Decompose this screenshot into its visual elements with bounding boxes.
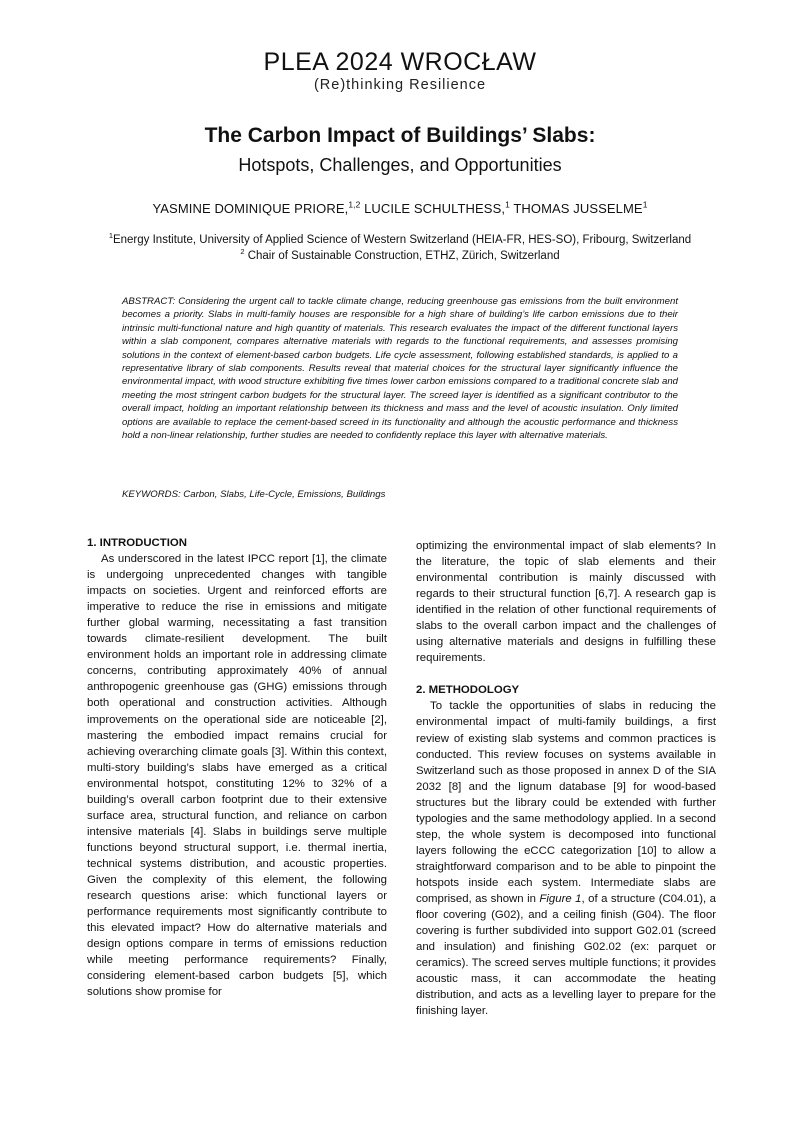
affiliation-sup: 2: [240, 247, 245, 257]
introduction-paragraph: As underscored in the latest IPCC report [1], the climate is undergoing unprecedented changes with tangible impacts on societies. Urgent and reinforced efforts are imperative to reduce the rise in emissions and mitigate further global warming, necessitating a fast transition towards climate-resilient development. The built environment holds an important role in addressing climate concerns, contributing approximately 40% of annual anthropogenic greenhouse gas (GHG) emissions through both operational and construction activities. Although improvements on the operational side are noticeable [2], mastering the embodied impact remains crucial for achieving overarching climate goals [3]. Within this context, multi-story building’s slabs have emerged as a critical environmental hotspot, constituting 12% to 32% of a building’s overall carbon footprint due to their extensive surface area, structural function, and reliance on carbon intensive materials [4]. Slabs in buildings serve multiple functions beyond structural support, i.e. thermal inertia, technical systems distribution, and acoustic properties. Given the complexity of this element, the following research questions arise: which functional layers or performance requirements most significantly contribute to this elevated impact? How do alternative materials and design options compare in terms of emissions reduction while meeting performance requirements? Finally, considering element-based carbon budgets [5], which solutions show promise for: [87, 553, 387, 999]
author-affil-sup: 1,2: [348, 199, 361, 210]
paper-subtitle: Hotspots, Challenges, and Opportunities: [238, 155, 562, 175]
methodology-text: , of a structure (C04.01), a floor covering (G02), and a ceiling finish (G04). The floor covering is further subdivided into support G02.01 (screed and insulation) and finishing G02.02 (ex: parquet or ceramics). The screed serves multiple functions; it provides acoustic mass, it can accommodate the heating distribution, and acts as a levelling layer to prepare for the finishing layer.: [416, 892, 716, 1018]
methodology-paragraph: [416, 698, 716, 1019]
author-affil-sup: 1: [505, 199, 510, 210]
introduction-paragraph-continued: optimizing the environmental impact of slab elements? In the literature, the topic of slab elements and their environmental contribution is mainly discussed with regards to their structural function [6,7]. A research gap is identified in the relation of other functional requirements of slabs to the overall carbon impact and the challenges of using alternative materials and designs in fulfilling these requirements.: [416, 540, 716, 665]
affiliation-sup: 1: [108, 231, 113, 241]
right-column: [416, 538, 716, 1019]
author-name: YASMINE DOMINIQUE PRIORE,: [152, 201, 349, 216]
author-name: LUCILE SCHULTHESS,: [360, 201, 506, 216]
left-column: [87, 535, 387, 1000]
section-heading-methodology: 2. METHODOLOGY: [416, 684, 520, 697]
author-list: [0, 201, 800, 216]
section-heading-introduction: 1. INTRODUCTION: [87, 537, 187, 549]
affiliation-text: Energy Institute, University of Applied Science of Western Switzerland (HEIA-FR, HES-SO), Fribourg, Switzerland: [112, 234, 692, 246]
affiliation: [0, 247, 800, 262]
abstract: ABSTRACT: Considering the urgent call to tackle climate change, reducing greenhouse gas emissions from the built environment becomes a priority. Slabs in multi-family houses are responsible for a high share of building’s life carbon emissions due to their intrinsic multi-functional nature and high quantity of materials. This research evaluates the impact of the different functional layers within a slab component, compares alternative materials with regards to the functional requirements, and assesses promising solutions in the context of element-based carbon budgets. Life cycle assessment, following established standards, is applied to a representative library of slab components. Results reveal that material choices for the structural layer significantly influence the environmental impact, with wood structure exhibiting five times lower carbon emissions compared to a traditional concrete slab and meeting the most stringent carbon budgets for the structural layer. The screed layer is identified as a significant contributor to the overall impact, holding an important relationship between its thickness and mass and the level of acoustic insulation. Only limited options are available to replace the cement-based screed in its functionality and although the acoustic performance and thickness hold a non-linear relationship, further studies are needed to confidently replace this layer with alternative materials.: [122, 296, 678, 442]
affiliation: [0, 231, 800, 246]
affiliation-text: Chair of Sustainable Construction, ETHZ, Zürich, Switzerland: [244, 250, 560, 262]
figure-reference: Figure 1: [539, 892, 582, 905]
methodology-text: To tackle the opportunities of slabs in reducing the environmental impact of multi-family buildings, a first review of existing slab systems and common practices is conducted. This review focuses on systems available in Switzerland such as those proposed in annex D of the SIA 2032 [8] and the lignum database [9] for wood-based structures but the library could be extended with further typologies and the same methodology applied. In a second step, the whole system is decomposed into functional layers following the eCCC categorization [10] to allow a straightforward comparison and to be able to pinpoint the hotspots inside each system. Intermediate slabs are comprised, as shown in: [416, 700, 716, 905]
paper-title: The Carbon Impact of Buildings’ Slabs:: [204, 124, 596, 147]
author-name: THOMAS JUSSELME: [509, 201, 643, 216]
author-affil-sup: 1: [642, 199, 648, 210]
conference-tagline: (Re)thinking Resilience: [313, 77, 487, 93]
keywords: KEYWORDS: Carbon, Slabs, Life-Cycle, Emissions, Buildings: [122, 489, 386, 500]
conference-title: PLEA 2024 WROCŁAW: [263, 48, 537, 76]
